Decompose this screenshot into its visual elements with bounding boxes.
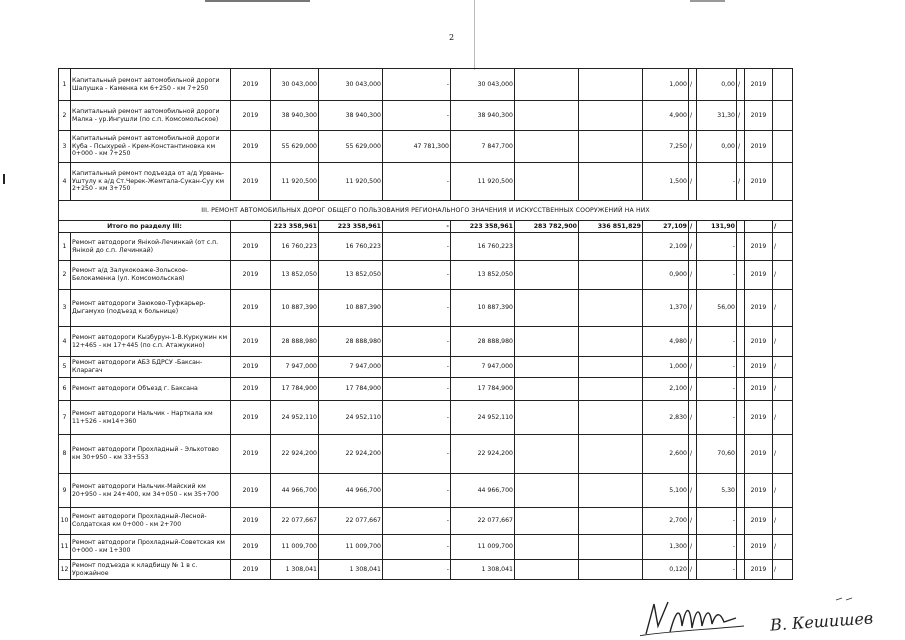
table-cell: 28 888,980 xyxy=(319,327,383,357)
table-cell: / xyxy=(689,131,697,163)
table-cell: 44 966,700 xyxy=(451,474,515,508)
table-cell: 22 924,200 xyxy=(271,435,319,474)
table-cell: / xyxy=(689,327,697,357)
total-cell: 283 782,900 xyxy=(515,221,579,233)
table-cell xyxy=(737,401,745,435)
table-cell xyxy=(737,560,745,580)
table-cell: - xyxy=(697,163,737,201)
total-cell: 223 358,961 xyxy=(271,221,319,233)
table-cell: / xyxy=(689,261,697,290)
table-cell: 11 xyxy=(59,535,71,560)
table-cell: / xyxy=(689,163,697,201)
table-cell: / xyxy=(773,290,793,327)
fold-line xyxy=(474,0,475,70)
table-cell: 2019 xyxy=(745,163,773,201)
table-row xyxy=(59,101,793,131)
table-cell: / xyxy=(737,69,745,101)
table-cell: 1 308,041 xyxy=(271,560,319,580)
table-cell: - xyxy=(383,508,451,535)
table-cell: 11 920,500 xyxy=(451,163,515,201)
table-cell xyxy=(737,327,745,357)
table-cell: / xyxy=(689,101,697,131)
road-name-cell: Ремонт автодороги АБЗ БДРСУ -Баксан-Кларагач xyxy=(71,357,231,378)
total-empty xyxy=(231,221,271,233)
table-cell: 5 xyxy=(59,357,71,378)
table-cell: / xyxy=(737,163,745,201)
table-cell: 7 xyxy=(59,401,71,435)
table-cell: 2019 xyxy=(745,131,773,163)
table-cell: 2019 xyxy=(231,357,271,378)
table-cell: 1,370 xyxy=(643,290,689,327)
table-cell: - xyxy=(383,357,451,378)
table-cell: 2019 xyxy=(745,69,773,101)
table-cell: / xyxy=(689,401,697,435)
table-cell: 2019 xyxy=(231,69,271,101)
table-cell: 1,000 xyxy=(643,69,689,101)
table-cell: 44 966,700 xyxy=(319,474,383,508)
table-cell: / xyxy=(773,261,793,290)
table-cell: / xyxy=(737,131,745,163)
table-cell xyxy=(737,378,745,401)
total-cell xyxy=(737,221,745,233)
table-cell: 11 009,700 xyxy=(319,535,383,560)
road-name-cell: Ремонт автодороги Кызбурун-1-В.Куркужин км 12+465 - км 17+445 (по с.п. Атажукино) xyxy=(71,327,231,357)
table-cell: 2019 xyxy=(745,508,773,535)
table-cell xyxy=(579,435,643,474)
table-cell: 5,100 xyxy=(643,474,689,508)
table-cell: - xyxy=(383,233,451,261)
total-cell: 223 358,961 xyxy=(319,221,383,233)
table-cell: 2019 xyxy=(745,435,773,474)
total-cell: - xyxy=(383,221,451,233)
table-cell: 70,60 xyxy=(697,435,737,474)
table-cell: 2,109 xyxy=(643,233,689,261)
table-cell: 31,30 xyxy=(697,101,737,131)
section-total-row xyxy=(59,221,793,233)
table-cell: 24 952,110 xyxy=(319,401,383,435)
table-cell: 2019 xyxy=(231,290,271,327)
table-cell xyxy=(737,290,745,327)
road-name-cell: Капитальный ремонт подъезда от а/д Урвань-Уштулу к а/д Ст.Черек-Жемтала-Сукан-Суу км 2+250 - км 3+750 xyxy=(71,163,231,201)
table-cell: 7 947,000 xyxy=(271,357,319,378)
table-cell xyxy=(515,290,579,327)
table-cell: - xyxy=(383,535,451,560)
table-cell: 22 924,200 xyxy=(451,435,515,474)
table-cell: 30 043,000 xyxy=(319,69,383,101)
total-cell xyxy=(745,221,773,233)
table-cell: 2019 xyxy=(231,508,271,535)
road-name-cell: Ремонт автодороги Нальчик - Нарткала км 11+526 - км14+360 xyxy=(71,401,231,435)
table-row xyxy=(59,357,793,378)
table-row xyxy=(59,474,793,508)
table-cell: - xyxy=(383,101,451,131)
table-cell: / xyxy=(773,474,793,508)
table-cell: 2 xyxy=(59,261,71,290)
table-cell: 11 009,700 xyxy=(271,535,319,560)
table-cell: / xyxy=(773,233,793,261)
table-cell: / xyxy=(689,69,697,101)
table-cell xyxy=(579,327,643,357)
table-cell xyxy=(773,131,793,163)
table-cell: 2019 xyxy=(745,401,773,435)
total-label: Итого по разделу III: xyxy=(59,221,231,233)
table-cell xyxy=(515,69,579,101)
table-cell: 2019 xyxy=(231,401,271,435)
table-cell xyxy=(737,474,745,508)
table-cell: 2,830 xyxy=(643,401,689,435)
table-cell: / xyxy=(737,101,745,131)
table-cell xyxy=(515,261,579,290)
table-cell: - xyxy=(697,508,737,535)
table-cell xyxy=(773,101,793,131)
table-cell: / xyxy=(773,435,793,474)
table-cell: 7 847,700 xyxy=(451,131,515,163)
table-cell: 2019 xyxy=(231,163,271,201)
table-cell: 13 852,050 xyxy=(319,261,383,290)
table-cell: 16 760,223 xyxy=(319,233,383,261)
table-cell: / xyxy=(689,508,697,535)
table-cell xyxy=(737,508,745,535)
table-cell xyxy=(579,378,643,401)
table-cell: - xyxy=(697,401,737,435)
table-cell xyxy=(579,401,643,435)
table-cell: 2019 xyxy=(745,474,773,508)
table-cell xyxy=(737,535,745,560)
table-row xyxy=(59,401,793,435)
table-row xyxy=(59,261,793,290)
table-cell: 7,250 xyxy=(643,131,689,163)
table-cell: 55 629,000 xyxy=(319,131,383,163)
table-cell: - xyxy=(383,401,451,435)
table-cell: 38 940,300 xyxy=(451,101,515,131)
road-name-cell: Капитальный ремонт автомобильной дороги Малка - ур.Ингушли (по с.п. Комсомольское) xyxy=(71,101,231,131)
table-cell: 2019 xyxy=(745,357,773,378)
table-cell: / xyxy=(689,233,697,261)
table-cell xyxy=(737,233,745,261)
table-cell xyxy=(579,163,643,201)
table-cell xyxy=(773,69,793,101)
table-cell: / xyxy=(689,435,697,474)
table-cell: 12 xyxy=(59,560,71,580)
table-row xyxy=(59,378,793,401)
table-cell xyxy=(515,560,579,580)
road-repair-table xyxy=(58,68,793,580)
table-row xyxy=(59,163,793,201)
table-cell xyxy=(579,69,643,101)
table-cell: - xyxy=(383,69,451,101)
table-cell: - xyxy=(383,327,451,357)
table-cell: 2019 xyxy=(231,233,271,261)
table-cell: 0,00 xyxy=(697,131,737,163)
table-cell: 16 760,223 xyxy=(271,233,319,261)
table-cell: 2019 xyxy=(231,131,271,163)
table-cell: 4 xyxy=(59,327,71,357)
scan-edge-mark xyxy=(205,0,310,2)
table-cell xyxy=(579,357,643,378)
road-name-cell: Ремонт автодороги Прохладный - Эльхотово км 30+950 - км 33+553 xyxy=(71,435,231,474)
table-cell: 28 888,980 xyxy=(451,327,515,357)
section-title: III. РЕМОНТ АВТОМОБИЛЬНЫХ ДОРОГ ОБЩЕГО ПОЛЬЗОВАНИЯ РЕГИОНАЛЬНОГО ЗНАЧЕНИЯ И ИСКУССТВЕННЫХ СООРУЖЕНИЙ НА НИХ xyxy=(59,201,793,221)
table-cell: - xyxy=(383,290,451,327)
table-cell: 55 629,000 xyxy=(271,131,319,163)
road-name-cell: Ремонт а/д Залукокоаже-Зольское-Белокаменка (ул. Комсомольская) xyxy=(71,261,231,290)
table-cell: 1,000 xyxy=(643,357,689,378)
table-cell: 0,00 xyxy=(697,69,737,101)
road-name-cell: Ремонт автодороги Нальчик-Майский км 20+950 - км 24+400, км 34+050 - км 35+700 xyxy=(71,474,231,508)
table-cell: 1,300 xyxy=(643,535,689,560)
table-cell: 1 308,041 xyxy=(319,560,383,580)
table-cell: / xyxy=(773,508,793,535)
table-cell: / xyxy=(689,474,697,508)
table-row xyxy=(59,290,793,327)
table-cell: 2019 xyxy=(745,327,773,357)
table-row xyxy=(59,327,793,357)
table-row xyxy=(59,560,793,580)
table-row xyxy=(59,131,793,163)
table-cell xyxy=(515,401,579,435)
road-name-cell: Ремонт автодороги Прохладный-Лесной-Солдатская км 0+000 - км 2+700 xyxy=(71,508,231,535)
table-cell xyxy=(515,357,579,378)
table-cell: 13 852,050 xyxy=(271,261,319,290)
table-cell xyxy=(773,163,793,201)
table-cell xyxy=(579,535,643,560)
table-cell xyxy=(737,261,745,290)
table-cell: / xyxy=(773,560,793,580)
table-cell: 9 xyxy=(59,474,71,508)
table-cell: / xyxy=(689,357,697,378)
table-cell: 38 940,300 xyxy=(271,101,319,131)
table-cell: - xyxy=(383,163,451,201)
table-cell xyxy=(515,101,579,131)
table-cell xyxy=(579,233,643,261)
table-cell: 3 xyxy=(59,131,71,163)
table-cell: 2019 xyxy=(231,435,271,474)
table-cell: 10 887,390 xyxy=(451,290,515,327)
table-cell: 8 xyxy=(59,435,71,474)
table-cell: 2019 xyxy=(745,535,773,560)
table-cell: 2019 xyxy=(745,261,773,290)
table-cell: 2019 xyxy=(745,378,773,401)
table-cell: 1 308,041 xyxy=(451,560,515,580)
table-cell: 1,500 xyxy=(643,163,689,201)
table-cell: 6 xyxy=(59,378,71,401)
total-cell: 336 851,829 xyxy=(579,221,643,233)
table-cell: 30 043,000 xyxy=(451,69,515,101)
table-cell: 17 784,900 xyxy=(271,378,319,401)
table-cell: - xyxy=(383,378,451,401)
table-cell: 2019 xyxy=(745,560,773,580)
table-row xyxy=(59,233,793,261)
table-cell: 2019 xyxy=(231,474,271,508)
table-cell xyxy=(579,261,643,290)
table-cell: 22 077,667 xyxy=(451,508,515,535)
table-cell: 11 920,500 xyxy=(271,163,319,201)
table-cell: 4 xyxy=(59,163,71,201)
table-cell: 7 947,000 xyxy=(319,357,383,378)
table-cell: - xyxy=(697,378,737,401)
table-cell xyxy=(515,435,579,474)
table-cell: - xyxy=(383,474,451,508)
table-cell: - xyxy=(697,535,737,560)
table-cell xyxy=(515,378,579,401)
table-cell xyxy=(737,435,745,474)
table-cell: 3 xyxy=(59,290,71,327)
table-cell: 30 043,000 xyxy=(271,69,319,101)
table-cell: 4,900 xyxy=(643,101,689,131)
table-row xyxy=(59,69,793,101)
table-cell: 22 077,667 xyxy=(319,508,383,535)
table-cell xyxy=(737,357,745,378)
table-cell: / xyxy=(689,535,697,560)
table-cell: / xyxy=(773,357,793,378)
road-name-cell: Ремонт подъезда к кладбищу № 1 в с. Урожайное xyxy=(71,560,231,580)
table-cell: 17 784,900 xyxy=(319,378,383,401)
table-cell: - xyxy=(383,261,451,290)
table-cell: / xyxy=(689,378,697,401)
table-cell: 44 966,700 xyxy=(271,474,319,508)
table-cell: 22 924,200 xyxy=(319,435,383,474)
table-cell: 2019 xyxy=(745,101,773,131)
signature-name: В. Кешишев xyxy=(769,608,874,635)
table-cell: / xyxy=(773,535,793,560)
table-cell: / xyxy=(773,327,793,357)
table-row xyxy=(59,535,793,560)
table-cell: / xyxy=(773,378,793,401)
table-cell: 16 760,223 xyxy=(451,233,515,261)
total-cell: / xyxy=(773,221,793,233)
hole-punch-mark xyxy=(3,174,5,184)
table-cell: 2019 xyxy=(231,261,271,290)
table-cell: 4,980 xyxy=(643,327,689,357)
table-cell: 5,30 xyxy=(697,474,737,508)
table-cell: - xyxy=(697,357,737,378)
table-cell xyxy=(579,560,643,580)
table-cell xyxy=(579,474,643,508)
table-cell: 2 xyxy=(59,101,71,131)
table-cell: 11 920,500 xyxy=(319,163,383,201)
table-cell xyxy=(515,508,579,535)
table-cell: 22 077,667 xyxy=(271,508,319,535)
table-cell: 2019 xyxy=(745,233,773,261)
table-cell: 13 852,050 xyxy=(451,261,515,290)
table-cell: / xyxy=(773,401,793,435)
table-cell xyxy=(515,327,579,357)
table-cell: 38 940,300 xyxy=(319,101,383,131)
table-cell: 2019 xyxy=(231,378,271,401)
table-cell: 2019 xyxy=(231,101,271,131)
scan-edge-mark xyxy=(690,0,725,2)
table-cell: 10 887,390 xyxy=(319,290,383,327)
table-cell: - xyxy=(697,327,737,357)
table-cell: 2,100 xyxy=(643,378,689,401)
table-cell xyxy=(515,535,579,560)
page-number: 2 xyxy=(449,33,455,42)
table-cell xyxy=(579,290,643,327)
table-cell xyxy=(579,508,643,535)
table-cell: - xyxy=(697,261,737,290)
total-cell: / xyxy=(689,221,697,233)
table-cell: 10 xyxy=(59,508,71,535)
road-name-cell: Ремонт автодороги Объезд г. Баксана xyxy=(71,378,231,401)
table-cell: - xyxy=(697,233,737,261)
road-name-cell: Ремонт автодороги Янікой-Лечинкай (от с.п. Янікой до с.п. Лечинкай) xyxy=(71,233,231,261)
table-cell: 7 947,000 xyxy=(451,357,515,378)
road-name-cell: Капитальный ремонт автомобильной дороги Куба - Псыхурей - Крем-Константиновка км 0+000 - км 7+250 xyxy=(71,131,231,163)
road-name-cell: Ремонт автодороги Прохладный-Советская км 0+000 - км 1+300 xyxy=(71,535,231,560)
table-cell: 17 784,900 xyxy=(451,378,515,401)
total-cell: 223 358,961 xyxy=(451,221,515,233)
table-cell xyxy=(515,131,579,163)
table-cell xyxy=(515,474,579,508)
table-cell: - xyxy=(697,560,737,580)
table-cell: 11 009,700 xyxy=(451,535,515,560)
table-cell: 1 xyxy=(59,69,71,101)
table-cell: 2,600 xyxy=(643,435,689,474)
total-cell: 131,90 xyxy=(697,221,737,233)
table-cell: / xyxy=(689,290,697,327)
table-cell: 1 xyxy=(59,233,71,261)
table-cell: 0,120 xyxy=(643,560,689,580)
table-cell xyxy=(515,233,579,261)
table-row xyxy=(59,435,793,474)
total-cell: 27,109 xyxy=(643,221,689,233)
table-cell xyxy=(579,131,643,163)
table-cell: 2,700 xyxy=(643,508,689,535)
road-name-cell: Ремонт автодороги Заюково-Туфкарьер-Дыгамухо (подъезд к больнице) xyxy=(71,290,231,327)
table-cell: 47 781,300 xyxy=(383,131,451,163)
table-cell: - xyxy=(383,435,451,474)
table-row xyxy=(59,508,793,535)
table-cell: 10 887,390 xyxy=(271,290,319,327)
table-cell xyxy=(579,101,643,131)
table-cell: / xyxy=(689,560,697,580)
table-cell: 0,900 xyxy=(643,261,689,290)
table-cell: 56,00 xyxy=(697,290,737,327)
table-cell: 2019 xyxy=(231,535,271,560)
table-cell: 2019 xyxy=(231,327,271,357)
table-cell: 2019 xyxy=(745,290,773,327)
table-cell: 24 952,110 xyxy=(451,401,515,435)
road-name-cell: Капитальный ремонт автомобильной дороги Шалушка - Каменка км 6+250 - км 7+250 xyxy=(71,69,231,101)
table-cell: 2019 xyxy=(231,560,271,580)
table-cell: 28 888,980 xyxy=(271,327,319,357)
table-cell xyxy=(515,163,579,201)
table-cell: 24 952,110 xyxy=(271,401,319,435)
table-cell: - xyxy=(383,560,451,580)
